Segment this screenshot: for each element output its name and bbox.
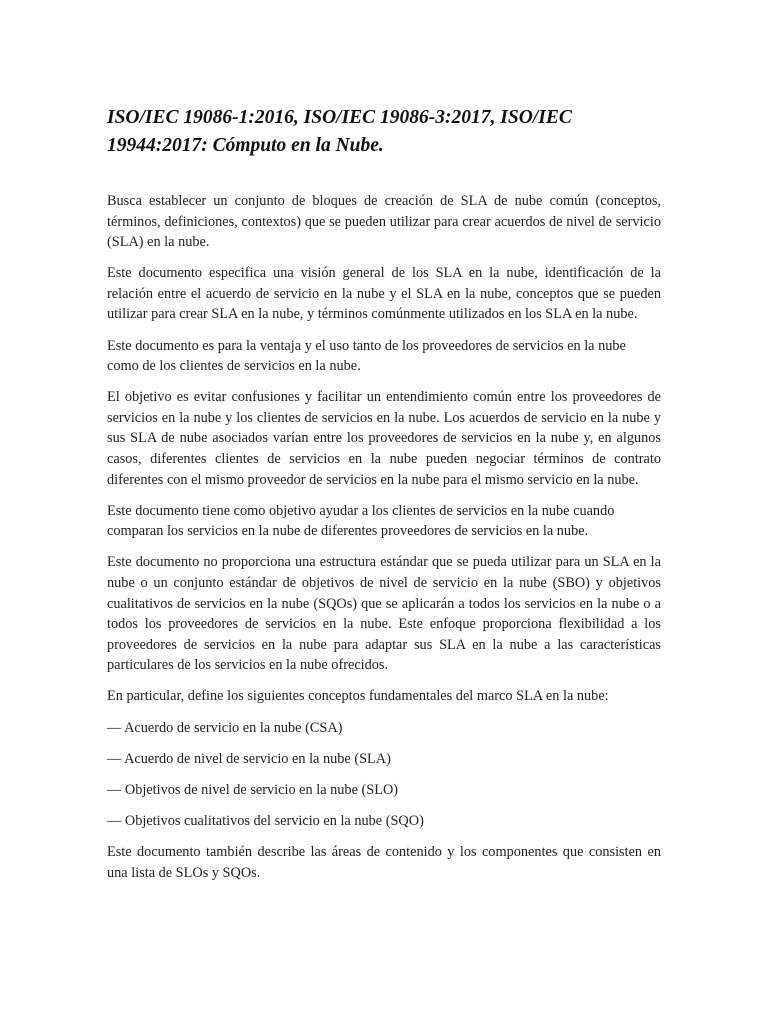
paragraph-scope: Este documento no proporciona una estructura estándar que se pueda utilizar para un SLA en la nube o un conjunto estándar de objetivos de nivel de servicio en la nube (SBO) y objetivos cualitativos de servicios en la nube (SQOs) que se aplicarán a todos los servicios en la nube o a todos los proveedores de servicios en la nube. Este enfoque proporciona flexibilidad a los proveedores de servicios en la nube para adaptar sus SLA en la nube a las características particulares de los servicios en la nube ofrecidos. [107,554,661,674]
paragraph-objective: El objetivo es evitar confusiones y facilitar un entendimiento común entre los proveedores de servicios en la nube y los clientes de servicios en la nube. Los acuerdos de servicio en la nube y sus SLA de nube asociados varían entre los proveedores de servicios en la nube y, en algunos casos, diferentes clientes de servicios en la nube pueden negociar términos de contrato diferentes con el mismo proveedor de servicios en la nube para el mismo servicio en la nube. [107,389,661,488]
paragraph-closing: Este documento también describe las áreas de contenido y los componentes que consisten en una lista de SLOs y SQOs. [107,843,661,881]
list-item: — Acuerdo de servicio en la nube (CSA) [107,719,343,736]
list-item: — Objetivos cualitativos del servicio en la nube (SQO) [107,812,424,829]
list-item: — Objetivos de nivel de servicio en la nube (SLO) [107,781,399,798]
paragraph-audience: Este documento es para la ventaja y el uso tanto de los proveedores de servicios en la nube como de los clientes de servicios en la nube. [107,337,626,375]
paragraph-list-intro: En particular, define los siguientes conceptos fundamentales del marco SLA en la nube: [107,688,609,705]
paragraph-purpose: Busca establecer un conjunto de bloques de creación de SLA de nube común (conceptos, términos, definiciones, contextos) que se pueden utilizar para crear acuerdos de nivel de servicio (SLA) en la nube. [107,193,661,251]
document-title: ISO/IEC 19086-1:2016, ISO/IEC 19086-3:2017, ISO/IEC 19944:2017: Cómputo en la Nube. [107,107,572,156]
list-item: — Acuerdo de nivel de servicio en la nube (SLA) [107,750,391,767]
concept-list [107,718,661,832]
document-page [107,104,661,894]
paragraph-comparison: Este documento tiene como objetivo ayudar a los clientes de servicios en la nube cuando comparan los servicios en la nube de diferentes proveedores de servicios en la nube. [107,502,615,540]
paragraph-overview: Este documento especifica una visión general de los SLA en la nube, identificación de la relación entre el acuerdo de servicio en la nube y el SLA en la nube, conceptos que se pueden utilizar para crear SLA en la nube, y términos comúnmente utilizados en los SLA en la nube. [107,265,661,323]
